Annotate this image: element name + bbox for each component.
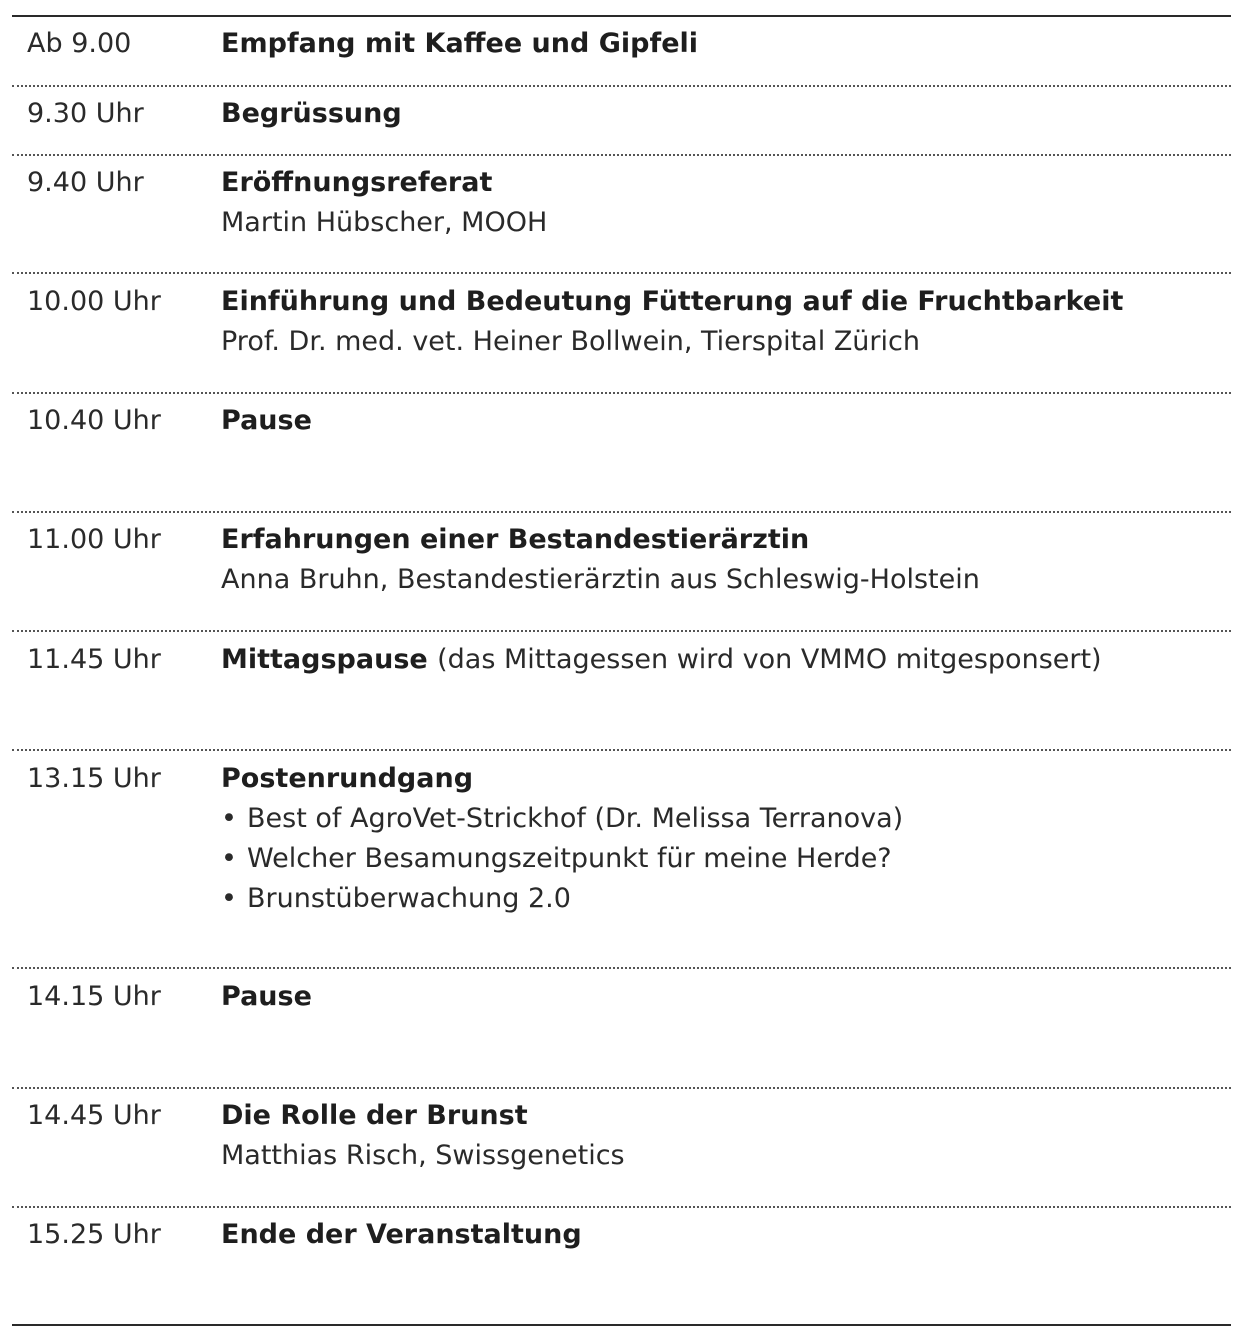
agenda-time: 10.00 Uhr	[27, 286, 161, 317]
station-label: Welcher Besamungszeitpunkt für meine Herde?	[247, 843, 892, 874]
agenda-content	[221, 94, 1221, 134]
agenda-time: 10.40 Uhr	[27, 405, 161, 436]
row-divider	[12, 85, 1231, 87]
row-divider	[12, 392, 1231, 394]
bullet-icon: •	[221, 843, 237, 874]
agenda-title: Ende der Veranstaltung	[221, 1219, 582, 1250]
row-divider	[12, 749, 1231, 751]
agenda-time: 14.15 Uhr	[27, 981, 161, 1012]
agenda-time: 14.45 Uhr	[27, 1100, 161, 1131]
agenda-title	[221, 640, 1221, 680]
agenda-time: 9.40 Uhr	[27, 167, 144, 198]
station-list	[221, 799, 1221, 919]
agenda-title: Begrüssung	[221, 98, 402, 129]
row-divider	[12, 1087, 1231, 1089]
station-item	[221, 839, 1221, 879]
row-divider	[12, 272, 1231, 274]
station-item	[221, 879, 1221, 919]
agenda-content	[221, 640, 1221, 680]
agenda-content	[221, 401, 1221, 441]
agenda-content	[221, 24, 1221, 64]
agenda-time: 11.45 Uhr	[27, 644, 161, 675]
agenda-title: Eröffnungsreferat	[221, 167, 493, 198]
agenda-note: (das Mittagessen wird von VMMO mitgesponsert)	[437, 644, 1102, 675]
agenda-title: Postenrundgang	[221, 763, 474, 794]
bullet-icon: •	[221, 883, 237, 914]
agenda-title: Erfahrungen einer Bestandestierärztin	[221, 524, 810, 555]
row-divider	[12, 511, 1231, 513]
station-item	[221, 799, 1221, 839]
agenda-speaker: Prof. Dr. med. vet. Heiner Bollwein, Tierspital Zürich	[221, 326, 920, 357]
top-rule	[12, 15, 1231, 17]
agenda-title: Einführung und Bedeutung Fütterung auf die Fruchtbarkeit	[221, 286, 1124, 317]
agenda-content	[221, 1215, 1221, 1255]
agenda-title: Pause	[221, 981, 312, 1012]
agenda-speaker: Matthias Risch, Swissgenetics	[221, 1140, 625, 1171]
agenda-title: Pause	[221, 405, 312, 436]
agenda-content	[221, 163, 1221, 243]
agenda-speaker: Anna Bruhn, Bestandestierärztin aus Schleswig-Holstein	[221, 564, 980, 595]
row-divider	[12, 154, 1231, 156]
agenda-time: 13.15 Uhr	[27, 763, 161, 794]
agenda-speaker: Martin Hübscher, MOOH	[221, 207, 548, 238]
agenda-time: 15.25 Uhr	[27, 1219, 161, 1250]
agenda-title: Empfang mit Kaffee und Gipfeli	[221, 28, 699, 59]
station-label: Best of AgroVet-Strickhof (Dr. Melissa Terranova)	[247, 803, 904, 834]
row-divider	[12, 630, 1231, 632]
row-divider	[12, 1206, 1231, 1208]
agenda-content	[221, 282, 1221, 362]
agenda-title-text: Mittagspause	[221, 644, 428, 675]
station-label: Brunstüberwachung 2.0	[247, 883, 571, 914]
agenda-time: 9.30 Uhr	[27, 98, 144, 129]
bullet-icon: •	[221, 803, 237, 834]
agenda-time: Ab 9.00	[27, 28, 132, 59]
row-divider	[12, 967, 1231, 969]
bottom-rule	[12, 1324, 1231, 1326]
agenda-content	[221, 1096, 1221, 1176]
agenda-content	[221, 759, 1221, 919]
agenda-content	[221, 977, 1221, 1017]
agenda-title: Die Rolle der Brunst	[221, 1100, 528, 1131]
agenda-time: 11.00 Uhr	[27, 524, 161, 555]
agenda-content	[221, 520, 1221, 600]
